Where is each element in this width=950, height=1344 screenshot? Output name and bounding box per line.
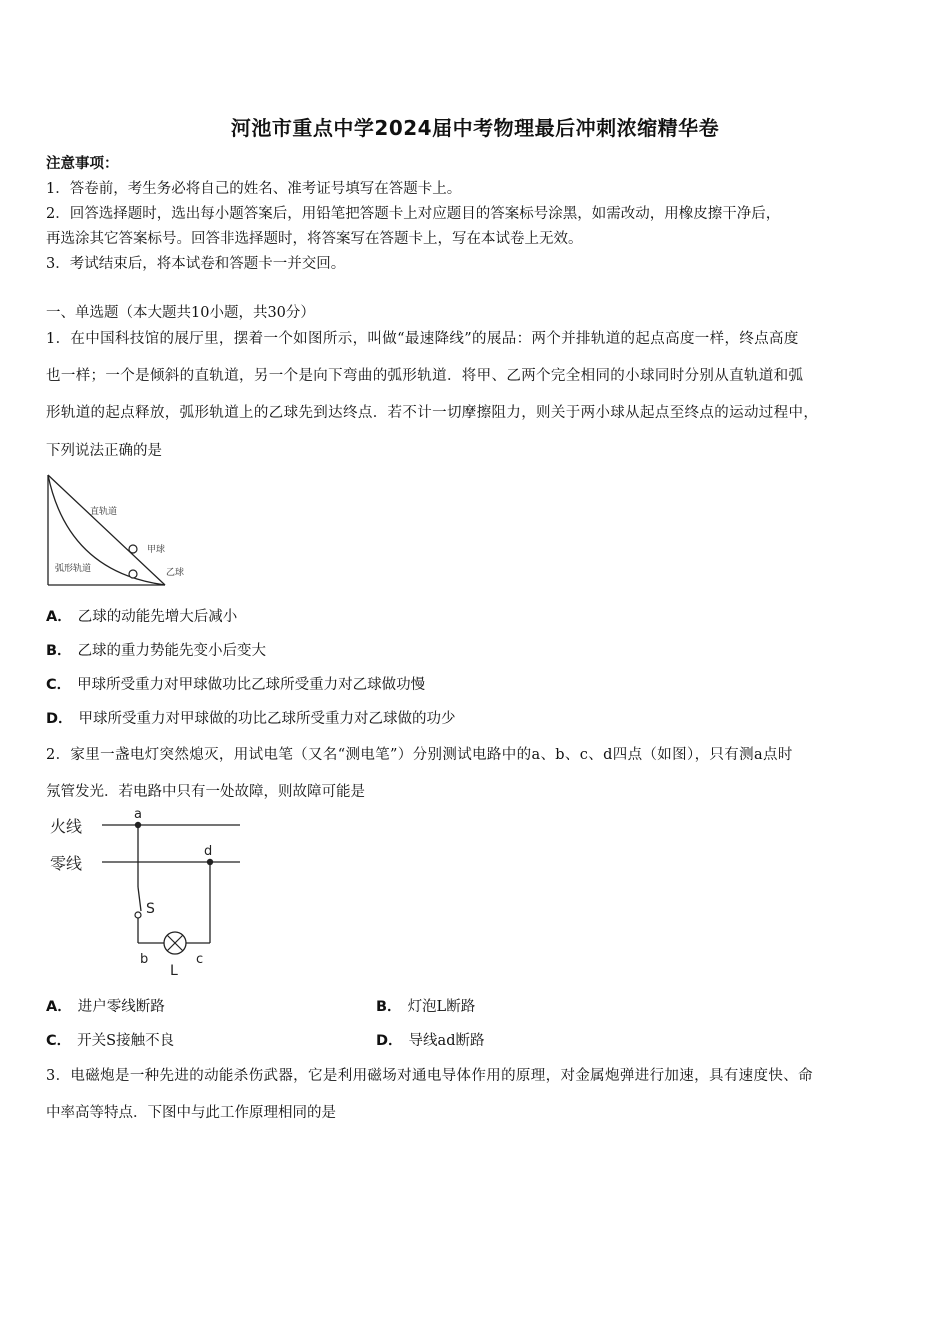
option-text: 开关S接触不良: [77, 1033, 175, 1049]
q1-option-d: [46, 707, 456, 728]
ball-b: [129, 570, 137, 578]
switch-s-label: S: [146, 901, 155, 917]
notice-item: 再选涂其它答案标号。回答非选择题时，将答案写在答题卡上，写在本试卷上无效。: [46, 231, 583, 247]
ball-b-label: 乙球: [166, 568, 185, 578]
q2-option-b: [376, 995, 475, 1016]
question-2-text: 2．家里一盏电灯突然熄灭，用试电笔（又名“测电笔”）分别测试电路中的a、b、c、d四点（如图），只有测a点时: [46, 747, 793, 763]
neutral-wire-label: 零线: [50, 854, 83, 873]
notice-heading: 注意事项：: [46, 156, 119, 172]
q1-option-c: [46, 673, 425, 694]
question-1-text: 形轨道的起点释放，弧形轨道上的乙球先到达终点．若不计一切摩擦阻力，则关于两小球从起点至终点的运动过程中，: [46, 405, 819, 421]
option-letter: B．: [46, 643, 72, 659]
q1-option-a: [46, 605, 237, 626]
option-text: 甲球所受重力对甲球做功比乙球所受重力对乙球做功慢: [77, 677, 426, 693]
question-1-text: 1．在中国科技馆的展厅里，摆着一个如图所示，叫做“最速降线”的展品：两个并排轨道的起点高度一样，终点高度: [46, 331, 799, 347]
q2-option-c: [46, 1029, 174, 1050]
option-letter: B．: [376, 999, 402, 1015]
option-letter: D．: [46, 711, 73, 727]
straight-track-label: 直轨道: [90, 507, 118, 517]
question-3-text: 中率高等特点．下图中与此工作原理相同的是: [46, 1105, 336, 1121]
option-text: 乙球的动能先增大后减小: [77, 609, 238, 625]
question-1-text: 也一样；一个是倾斜的直轨道，另一个是向下弯曲的弧形轨道．将甲、乙两个完全相同的小球同时分别从直轨道和弧: [46, 368, 804, 384]
section-heading: 一、单选题（本大题共10小题，共30分）: [46, 305, 315, 321]
point-a-label: a: [134, 807, 142, 822]
option-letter: C．: [46, 1033, 72, 1049]
q2-option-a: [46, 995, 165, 1016]
option-letter: A．: [46, 999, 72, 1015]
option-letter: A．: [46, 609, 72, 625]
question-2-text: 氖管发光．若电路中只有一处故障，则故障可能是: [46, 784, 365, 800]
ball-a: [129, 545, 137, 553]
option-text: 进户零线断路: [77, 999, 165, 1015]
point-b-label: b: [140, 952, 149, 967]
notice-item: 3．考试结束后，将本试卷和答题卡一并交回。: [46, 256, 346, 272]
question-1-text: 下列说法正确的是: [46, 443, 162, 459]
live-wire-label: 火线: [50, 817, 83, 836]
question-3-text: 3．电磁炮是一种先进的动能杀伤武器，它是利用磁场对通电导体作用的原理，对金属炮弹进行加速，具有速度快、命: [46, 1068, 813, 1084]
curve-track-label: 弧形轨道: [55, 564, 92, 574]
lamp-l-label: L: [170, 963, 178, 979]
point-d-label: d: [204, 844, 213, 859]
notice-item: 2．回答选择题时，选出每小题答案后，用铅笔把答题卡上对应题目的答案标号涂黑，如需改动，用橡皮擦干净后，: [46, 206, 781, 222]
switch-s: [138, 887, 141, 911]
option-text: 乙球的重力势能先变小后变大: [77, 643, 267, 659]
q2-option-d: [376, 1029, 484, 1050]
option-text: 甲球所受重力对甲球做的功比乙球所受重力对乙球做的功少: [78, 711, 456, 727]
q1-option-b: [46, 639, 266, 660]
option-letter: D．: [376, 1033, 403, 1049]
option-text: 灯泡L断路: [407, 999, 476, 1015]
notice-item: 1．答卷前，考生务必将自己的姓名、准考证号填写在答题卡上。: [46, 181, 462, 197]
point-c-label: c: [196, 952, 204, 967]
option-letter: C．: [46, 677, 72, 693]
page-title: 河池市重点中学2024届中考物理最后冲刺浓缩精华卷: [230, 116, 720, 140]
ball-a-label: 甲球: [147, 545, 166, 555]
option-text: 导线ad断路: [408, 1033, 485, 1049]
brachistochrone-figure: [40, 470, 200, 595]
circuit-figure: [40, 805, 250, 980]
